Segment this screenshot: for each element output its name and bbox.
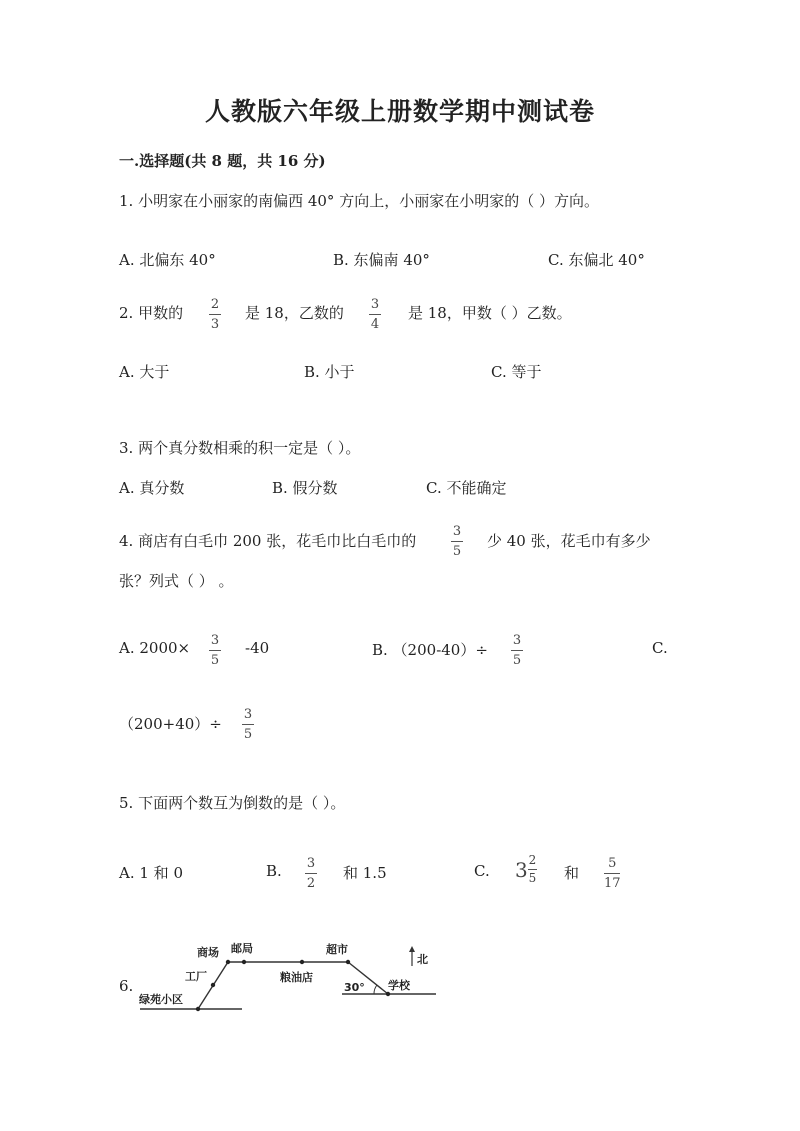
label-mall: 商场 bbox=[197, 946, 219, 959]
question-4-fraction bbox=[451, 524, 463, 559]
label-grain-store: 粮油店 bbox=[280, 971, 313, 984]
route-map-diagram bbox=[130, 938, 450, 1018]
question-2-text-3: 是 18，甲数（ ）乙数。 bbox=[408, 304, 572, 322]
denominator: 2 bbox=[306, 876, 316, 891]
question-5-option-b-suffix: 和 1.5 bbox=[343, 864, 387, 882]
point-community bbox=[196, 1007, 200, 1011]
question-2-option-b: B. 小于 bbox=[304, 363, 355, 381]
question-1-option-b: B. 东偏南 40° bbox=[333, 251, 430, 269]
question-4-option-a-text: A. 2000× bbox=[119, 639, 191, 657]
question-4-option-c-label: C. bbox=[652, 639, 668, 657]
question-3-stem: 3. 两个真分数相乘的积一定是（ ）。 bbox=[119, 439, 361, 457]
question-3-option-a: A. 真分数 bbox=[119, 479, 185, 497]
denominator: 4 bbox=[370, 317, 380, 332]
numerator: 3 bbox=[306, 856, 316, 871]
question-5-option-a: A. 1 和 0 bbox=[119, 864, 183, 882]
label-post-office: 邮局 bbox=[231, 942, 253, 955]
label-north: 北 bbox=[417, 953, 428, 966]
angle-arc bbox=[374, 985, 377, 994]
label-school: 学校 bbox=[388, 979, 410, 992]
question-2-text-2: 是 18，乙数的 bbox=[245, 304, 344, 322]
question-5-option-b-label: B. bbox=[266, 862, 282, 880]
numerator: 3 bbox=[243, 707, 253, 722]
question-5-stem: 5. 下面两个数互为倒数的是（ ）。 bbox=[119, 794, 346, 812]
point-supermarket bbox=[346, 960, 350, 964]
question-5-mixed-fraction bbox=[528, 854, 537, 885]
question-5-option-c-label: C. bbox=[474, 862, 490, 880]
denominator: 5 bbox=[210, 653, 220, 668]
numerator: 3 bbox=[210, 633, 220, 648]
question-5-mixed-whole: 3 bbox=[515, 858, 528, 882]
question-2-option-c: C. 等于 bbox=[491, 363, 542, 381]
label-supermarket: 超市 bbox=[326, 943, 348, 956]
numerator: 3 bbox=[370, 297, 380, 312]
question-4-line-2: 张？列式（ ） 。 bbox=[119, 572, 234, 590]
question-1-stem: 1. 小明家在小丽家的南偏西 40° 方向上，小丽家在小明家的（ ）方向。 bbox=[119, 192, 599, 210]
point-grain-store bbox=[300, 960, 304, 964]
question-5-option-b-fraction bbox=[305, 856, 317, 891]
question-3-option-c: C. 不能确定 bbox=[426, 479, 507, 497]
label-factory: 工厂 bbox=[185, 970, 207, 983]
question-4-option-a-suffix: -40 bbox=[245, 639, 270, 657]
question-3-option-b: B. 假分数 bbox=[272, 479, 338, 497]
question-4-option-b-fraction bbox=[511, 633, 523, 668]
question-2-fraction-2 bbox=[369, 297, 381, 332]
numerator: 2 bbox=[528, 853, 537, 867]
denominator: 5 bbox=[243, 727, 253, 742]
point-post-office bbox=[242, 960, 246, 964]
page-title: 人教版六年级上册数学期中测试卷 bbox=[204, 97, 595, 126]
question-2-text-1: 2. 甲数的 bbox=[119, 304, 184, 322]
question-2-fraction-1 bbox=[209, 297, 221, 332]
point-school bbox=[386, 992, 390, 996]
denominator: 3 bbox=[210, 317, 220, 332]
question-4-option-b-text: B. （200-40）÷ bbox=[372, 641, 488, 659]
question-1-option-a: A. 北偏东 40° bbox=[119, 251, 216, 269]
question-4-option-c-text: （200+40）÷ bbox=[119, 715, 222, 733]
denominator: 5 bbox=[452, 544, 462, 559]
question-4-option-c-fraction bbox=[242, 707, 254, 742]
numerator: 3 bbox=[512, 633, 522, 648]
denominator: 17 bbox=[604, 876, 621, 891]
numerator: 2 bbox=[210, 297, 220, 312]
label-community: 绿苑小区 bbox=[139, 993, 183, 1006]
denominator: 5 bbox=[512, 653, 522, 668]
question-4-text-2: 少 40 张，花毛巾有多少 bbox=[487, 532, 651, 550]
question-4-text-1: 4. 商店有白毛巾 200 张，花毛巾比白毛巾的 bbox=[119, 532, 417, 550]
question-4-option-a-fraction bbox=[209, 633, 221, 668]
denominator: 5 bbox=[528, 871, 537, 885]
numerator: 3 bbox=[452, 524, 462, 539]
label-angle: 30° bbox=[344, 981, 365, 994]
north-arrow-icon bbox=[409, 946, 415, 952]
question-1-option-c: C. 东偏北 40° bbox=[548, 251, 645, 269]
point-factory bbox=[211, 983, 215, 987]
question-5-option-c-fraction-2 bbox=[604, 856, 621, 891]
question-5-option-c-mid: 和 bbox=[564, 864, 580, 882]
section-heading: 一.选择题(共 8 题，共 16 分) bbox=[119, 152, 326, 170]
question-2-option-a: A. 大于 bbox=[119, 363, 170, 381]
question-6-number: 6. bbox=[119, 977, 134, 995]
numerator: 5 bbox=[608, 856, 617, 871]
point-mall bbox=[226, 960, 230, 964]
